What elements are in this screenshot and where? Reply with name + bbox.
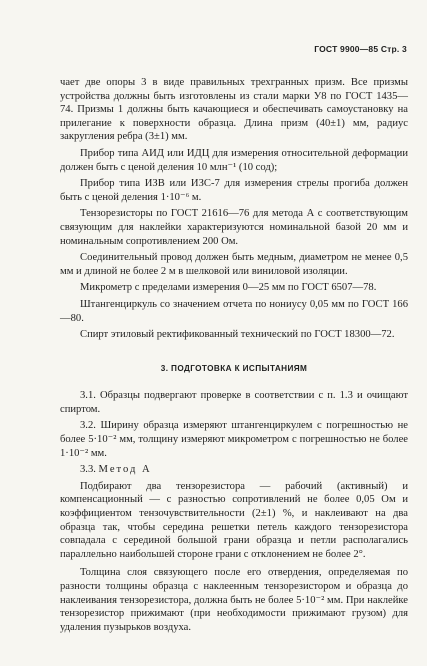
page-header bbox=[314, 44, 407, 54]
document-body bbox=[60, 76, 408, 637]
paragraph: 3.2. Ширину образца измеряют штангенциркулем с погрешностью не более 5·10⁻² мм, толщину измеряют микрометром с погрешностью не более 1·10⁻² мм. bbox=[60, 420, 408, 459]
paragraph: Микрометр с пределами измерения 0—25 мм по ГОСТ 6507—78. bbox=[80, 282, 377, 294]
method-label: Метод А bbox=[98, 464, 152, 476]
paragraph: Прибор типа АИД или ИДЦ для измерения относительной деформации должен быть с ценой деления 10 млн⁻¹ (10 сод); bbox=[60, 147, 408, 173]
paragraph: Штангенциркуль со значением отчета по нониусу 0,05 мм по ГОСТ 166—80. bbox=[60, 298, 408, 324]
paragraph: Подбирают два тензорезистора — рабочий (активный) и компенсационный — с разностью сопротивлений не более 0,05 Ом и коэффициентом тензочувствительности (2±1) %, и наклеивают на два образца так, чтобы середина решетки петель каждого тензорезистора совпадала с серединой большой грани образца и петли располагались параллельно наибольшей стороне грани с отклонением не более 2°. bbox=[60, 480, 408, 560]
section-title: 3. ПОДГОТОВКА К ИСПЫТАНИЯМ bbox=[160, 363, 308, 373]
paragraph: чает две опоры 3 в виде правильных трехгранных призм. Все призмы устройства должны быть изготовлены из стали марки У8 по ГОСТ 1435—74. Призмы 1 должны быть качающиеся и обеспечивать самоустановку на прилегание к поверхности образца. Длина призм (40±1) мм, радиус закругления ребра (3±1) мм. bbox=[60, 77, 408, 143]
paragraph: Тензорезисторы по ГОСТ 21616—76 для метода А с соответствующим связующим для наклейки характеризуются номинальной базой 20 мм и номинальным сопротивлением 200 Ом. bbox=[60, 208, 408, 247]
paragraph: Толщина слоя связующего после его отвердения, определяемая по разности толщины образца с наклеенным тензорезистором и образца до наклеивания тензорезистора, должна быть не более 5·10⁻² мм. При наклейке тензорезистор прижимают (при необходимости прижимают грузом) для удаления пузырьков воздуха. bbox=[60, 567, 408, 633]
paragraph: 3.1. Образцы подвергают проверке в соответствии с п. 1.3 и очищают спиртом. bbox=[60, 390, 408, 415]
page-number: Стр. 3 bbox=[380, 44, 407, 54]
method-number: 3.3. bbox=[80, 464, 96, 476]
paragraph: Спирт этиловый ректификованный технический по ГОСТ 18300—72. bbox=[80, 329, 395, 341]
standard-number: ГОСТ 9900—85 bbox=[314, 44, 379, 54]
method-heading bbox=[60, 463, 408, 477]
paragraph: Прибор типа ИЗВ или ИЗС-7 для измерения стрелы прогиба должен быть с ценой деления 1·10⁻⁶ м. bbox=[60, 178, 408, 203]
paragraph: Соединительный провод должен быть медным, диаметром не менее 0,5 мм и длиной не более 2 м в шелковой или виниловой изоляции. bbox=[60, 252, 408, 277]
